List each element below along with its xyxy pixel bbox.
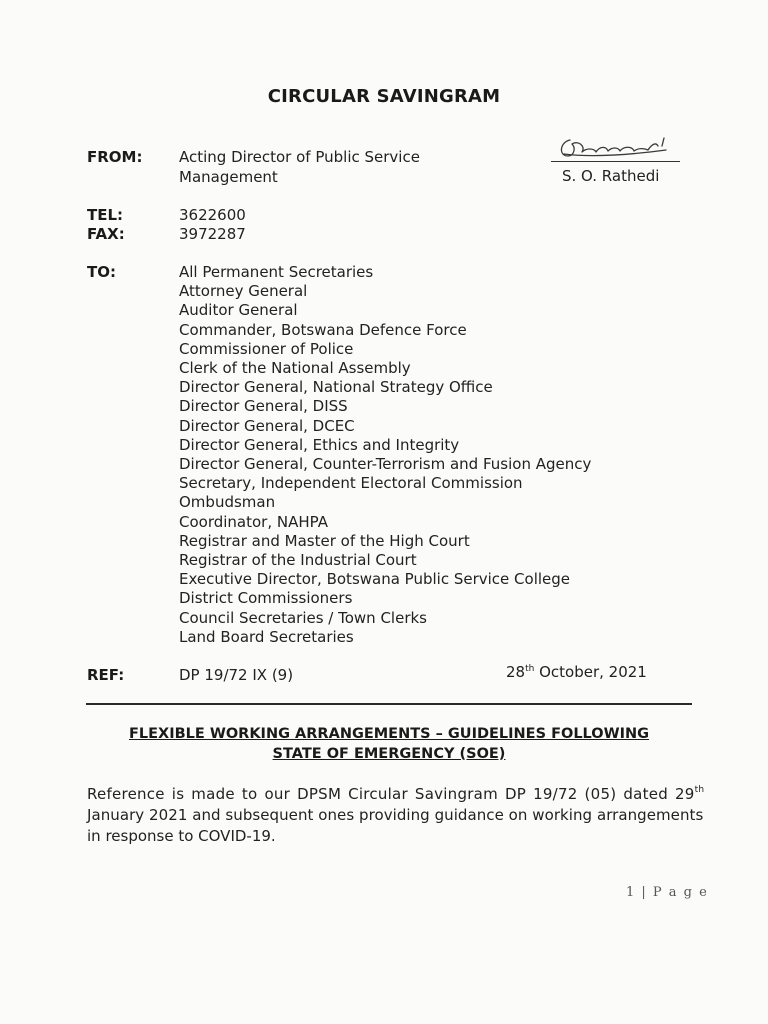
recipient-item: Director General, National Strategy Office <box>179 378 493 397</box>
recipient-item: Commissioner of Police <box>179 339 354 358</box>
recipient-item: Director General, Counter-Terrorism and Fusion Agency <box>179 455 592 474</box>
page-number: 1 | P a g e <box>626 885 709 900</box>
recipient-item: Auditor General <box>179 301 298 320</box>
document-title: CIRCULAR SAVINGRAM <box>267 86 501 107</box>
recipient-item: Director General, DCEC <box>179 416 355 435</box>
fax-label: FAX: <box>87 225 125 243</box>
from-line-2: Management <box>179 168 278 186</box>
body-line-1-ordinal: th <box>694 785 705 795</box>
recipient-item: Coordinator, NAHPA <box>179 512 328 531</box>
recipient-item: All Permanent Secretaries <box>179 263 374 281</box>
body-line-1-text: Reference is made to our DPSM Circular Savingram DP 19/72 (05) dated 29 <box>87 785 695 803</box>
to-label: TO: <box>87 263 116 281</box>
recipient-item: Director General, Ethics and Integrity <box>179 435 460 454</box>
from-line-1: Acting Director of Public Service <box>179 148 420 166</box>
recipient-item: Secretary, Independent Electoral Commission <box>179 474 523 493</box>
tel-label: TEL: <box>87 206 124 224</box>
subject-line-1: FLEXIBLE WORKING ARRANGEMENTS – GUIDELINES FOLLOWING <box>128 726 650 742</box>
subject-heading <box>96 724 682 764</box>
recipient-list <box>179 263 591 647</box>
signature-line <box>551 161 680 162</box>
divider-rule <box>86 703 692 705</box>
circular-date <box>506 663 647 681</box>
signature-mark <box>556 132 680 164</box>
recipient-item: Ombudsman <box>179 493 276 512</box>
date-day: 28 <box>506 663 526 681</box>
date-rest: October, 2021 <box>534 663 647 681</box>
tel-value: 3622600 <box>179 206 246 224</box>
ref-value: DP 19/72 IX (9) <box>179 666 294 684</box>
recipient-item: District Commissioners <box>179 589 353 608</box>
body-line-2: January 2021 and subsequent ones providing guidance on working arrangements <box>87 806 704 824</box>
from-label: FROM: <box>87 148 143 166</box>
recipient-item: Registrar and Master of the High Court <box>179 531 470 550</box>
recipient-item: Clerk of the National Assembly <box>179 359 411 378</box>
recipient-item: Director General, DISS <box>179 397 348 416</box>
recipient-item: Attorney General <box>179 282 308 301</box>
recipient-item: Land Board Secretaries <box>179 627 354 646</box>
body-paragraph <box>87 780 705 847</box>
signatory-name: S. O. Rathedi <box>562 167 660 185</box>
fax-value: 3972287 <box>179 225 246 243</box>
recipient-item: Council Secretaries / Town Clerks <box>179 608 427 627</box>
body-line-1 <box>87 780 705 805</box>
subject-line-2: STATE OF EMERGENCY (SOE) <box>272 746 506 762</box>
recipient-item: Registrar of the Industrial Court <box>179 551 417 570</box>
ref-label: REF: <box>87 666 125 684</box>
recipient-item: Commander, Botswana Defence Force <box>179 320 467 339</box>
date-ordinal: th <box>525 664 535 674</box>
body-line-3: in response to COVID-19. <box>87 827 276 845</box>
recipient-item: Executive Director, Botswana Public Service College <box>179 570 571 589</box>
